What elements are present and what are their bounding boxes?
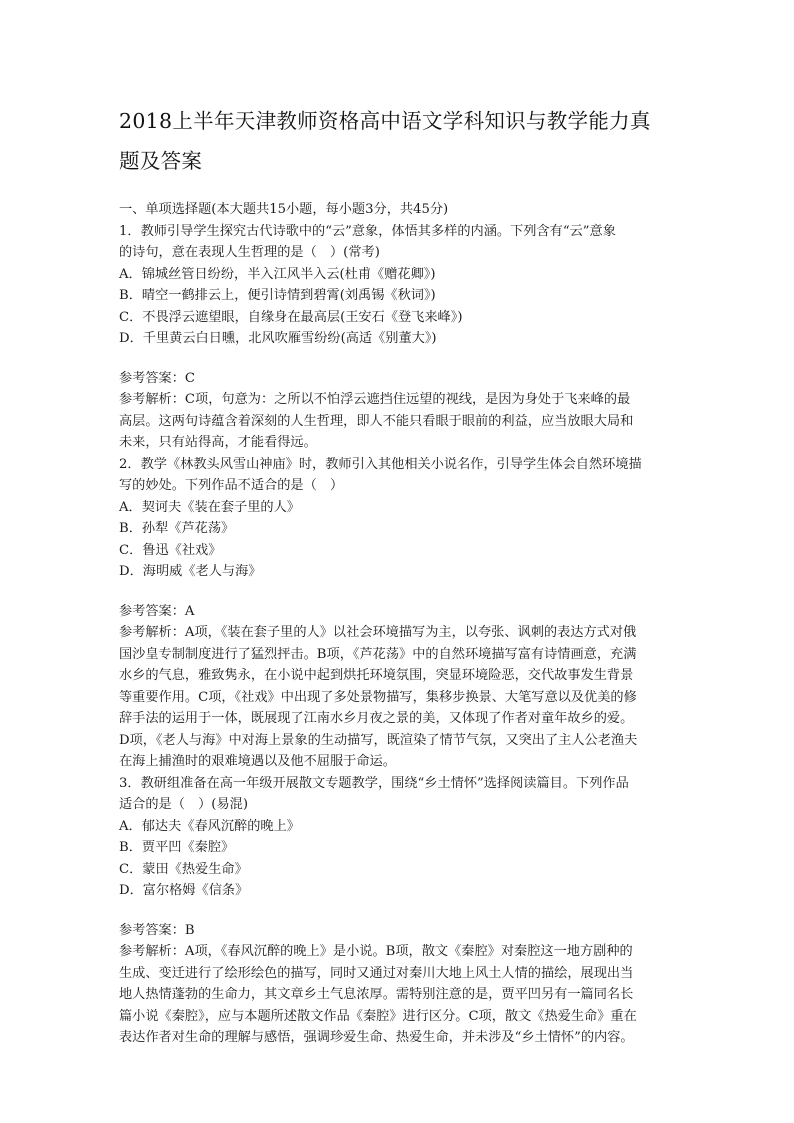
explanation-line: 在海上捕渔时的艰难境遇以及他不屈服于命运。 — [119, 754, 396, 769]
option-list — [119, 497, 679, 583]
reference-answer: 参考答案：B — [119, 922, 195, 938]
title-line: 2018上半年天津教师资格高中语文学科知识与教学能力真 — [119, 109, 651, 133]
stem-line: 3．教研组准备在高一年级开展散文专题教学，围绕“乡土情怀”选择阅读篇目。下列作品 — [119, 775, 629, 791]
explanation-line: 生成、变迁进行了绘形绘色的描写，同时又通过对秦川大地上风土人情的描绘，展现出当 — [119, 965, 634, 981]
stem-line: 写的妙处。下列作品不适合的是（ ） — [119, 478, 344, 493]
explanation-line: 参考解析：A项，《装在套子里的人》以社会环境描写为主，以夸张、讽刺的表达方式对俄 — [119, 625, 637, 640]
document-title — [119, 101, 679, 181]
document-body — [119, 101, 679, 1049]
question-stem — [119, 221, 679, 264]
answer-explanation — [119, 389, 679, 454]
answer-explanation — [119, 622, 679, 773]
option-list — [119, 264, 679, 350]
stem-line: 的诗句，意在表现人生哲理的是（ ）(常考) — [119, 245, 380, 260]
explanation-line: 地人热情蓬勃的生命力，其文章乡土气息浓厚。需特别注意的是，贾平凹另有一篇同名长 — [119, 987, 634, 1002]
option-c: C．蒙田《热爱生命》 — [119, 861, 248, 877]
stem-line: 1．教师引导学生探究古代诗歌中的“云”意象，体悟其多样的内涵。下列含有“云”意象 — [119, 223, 616, 239]
option-a: A．郁达夫《春风沉醉的晚上》 — [119, 818, 300, 834]
explanation-line: 篇小说《秦腔》，应与本题所述散文作品《秦腔》进行区分。C项，散文《热爱生命》重在 — [119, 1008, 637, 1024]
option-d: D．千里黄云白日曛，北风吹雁雪纷纷(高适《别董大》) — [119, 331, 437, 346]
option-b: B．晴空一鹤排云上，便引诗情到碧霄(刘禹锡《秋词》) — [119, 288, 436, 303]
option-b: B．贾平凹《秦腔》 — [119, 840, 235, 855]
question-stem — [119, 454, 679, 497]
option-c: C．不畏浮云遮望眼，自缘身在最高层(王安石《登飞来峰》) — [119, 309, 463, 325]
explanation-line: 参考解析：A项，《春风沉醉的晚上》是小说。B项，散文《秦腔》对秦腔这一地方剧种的 — [119, 944, 633, 959]
option-c: C．鲁迅《社戏》 — [119, 542, 222, 558]
explanation-line: 未来，只有站得高，才能看得远。 — [119, 435, 317, 450]
option-a: A．锦城丝管日纷纷，半入江风半入云(杜甫《赠花卿》) — [119, 266, 436, 282]
question-1 — [119, 221, 679, 454]
explanation-line: 高层。这两句诗蕴含着深刻的人生哲理，即人不能只看眼于眼前的利益，应当放眼大局和 — [119, 413, 634, 429]
question-stem — [119, 773, 679, 816]
reference-answer: 参考答案：C — [119, 370, 196, 386]
option-list — [119, 816, 679, 902]
option-b: B．孙犁《芦花荡》 — [119, 521, 235, 536]
option-d: D．海明威《老人与海》 — [119, 564, 262, 579]
section-heading: 一、单项选择题(本大题共15小题，每小题3分，共45分) — [119, 202, 449, 217]
explanation-line: 辞手法的运用于一体，既展现了江南水乡月夜之景的美，又体现了作者对童年故乡的爱。 — [119, 711, 634, 726]
explanation-line: 参考解析：C项，句意为：之所以不怕浮云遮挡住远望的视线，是因为身处于飞来峰的最 — [119, 392, 631, 407]
explanation-line: 水乡的气息，雅致隽永，在小说中起到烘托环境氛围，突显环境险恶，交代故事发生背景 — [119, 668, 634, 683]
explanation-line: 表达作者对生命的理解与感悟，强调珍爱生命、热爱生命，并未涉及“乡土情怀”的内容。 — [119, 1030, 634, 1045]
explanation-line: D项，《老人与海》中对海上景象的生动描写，既渲染了情节气氛，又突出了主人公老渔夫 — [119, 732, 638, 748]
reference-answer: 参考答案：A — [119, 603, 195, 619]
stem-line: 2．教学《林教头风雪山神庙》时，教师引入其他相关小说名作，引导学生体会自然环境描 — [119, 456, 642, 472]
option-a: A．契诃夫《装在套子里的人》 — [119, 499, 300, 515]
explanation-line: 等重要作用。C项，《社戏》中出现了多处景物描写，集移步换景、大笔写意以及优美的修 — [119, 689, 637, 705]
answer-explanation — [119, 941, 679, 1049]
question-3 — [119, 773, 679, 1049]
stem-line: 适合的是（ ）(易混) — [119, 797, 248, 812]
question-2 — [119, 454, 679, 773]
explanation-line: 国沙皇专制制度进行了猛烈抨击。B项，《芦花荡》中的自然环境描写富有诗情画意，充满 — [119, 646, 637, 662]
title-line: 题及答案 — [119, 149, 203, 173]
option-d: D．富尔格姆《信条》 — [119, 883, 249, 898]
